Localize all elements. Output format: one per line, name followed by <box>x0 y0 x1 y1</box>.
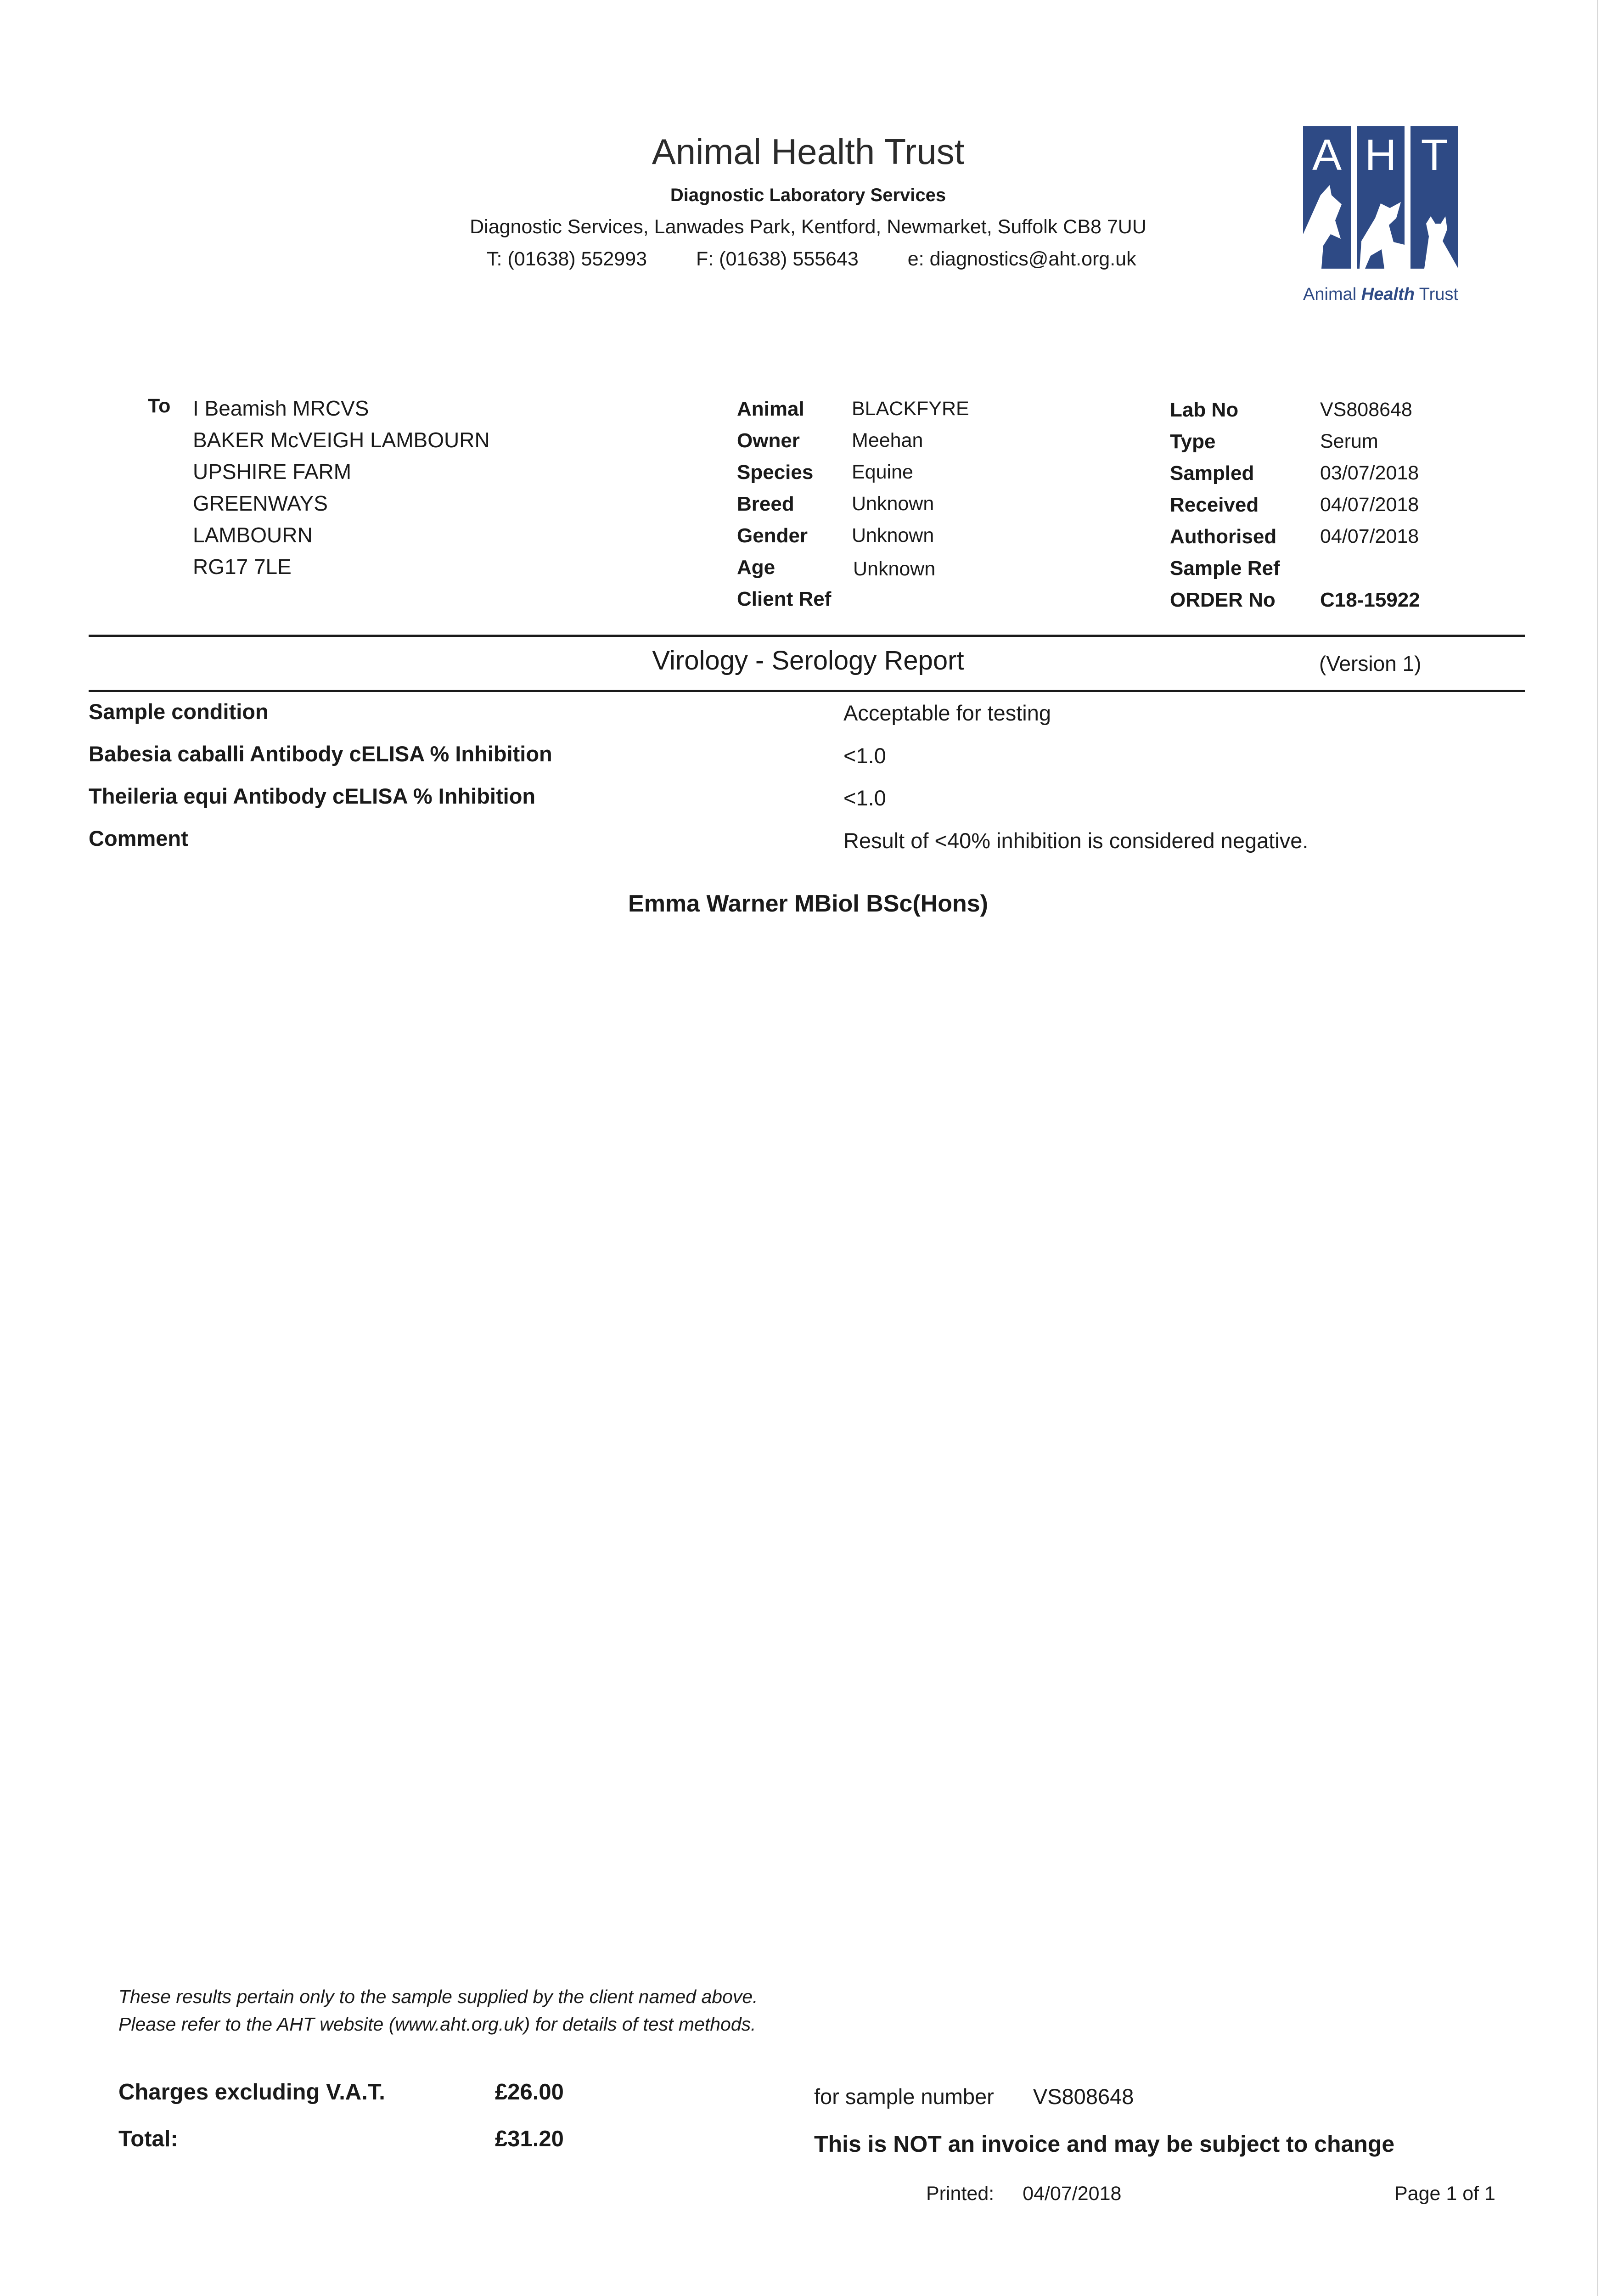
gender-value: Unknown <box>852 524 934 546</box>
received-value: 04/07/2018 <box>1320 494 1419 516</box>
cat-icon <box>1410 126 1458 269</box>
age-label: Age <box>737 556 775 579</box>
logo-caption <box>1303 285 1458 304</box>
client-ref-label: Client Ref <box>737 588 832 610</box>
to-label: To <box>148 395 171 417</box>
page-edge-line <box>1597 0 1598 2296</box>
sample-number-note <box>814 2084 1134 2109</box>
horse-icon <box>1303 126 1351 269</box>
animal-label: Animal <box>737 398 804 420</box>
age-value: Unknown <box>853 558 936 580</box>
owner-value: Meehan <box>852 429 923 451</box>
breed-label: Breed <box>737 493 794 515</box>
logo-caption-health: Health <box>1361 285 1415 304</box>
result-value: <1.0 <box>843 743 886 768</box>
sampled-value: 03/07/2018 <box>1320 462 1419 484</box>
sample-ref-label: Sample Ref <box>1170 557 1280 580</box>
dog-icon <box>1357 126 1405 269</box>
org-department: Diagnostic Laboratory Services <box>670 185 946 205</box>
breed-value: Unknown <box>852 493 934 515</box>
authorised-value: 04/07/2018 <box>1320 525 1419 547</box>
signatory: Emma Warner MBiol BSc(Hons) <box>628 890 988 917</box>
comment-label: Comment <box>89 826 188 850</box>
invoice-notice: This is NOT an invoice and may be subject to change <box>814 2131 1395 2157</box>
logo-letter-a: A <box>1312 130 1342 180</box>
received-label: Received <box>1170 494 1259 516</box>
comment-value: Result of <40% inhibition is considered negative. <box>843 828 1309 853</box>
result-label: Theileria equi Antibody cELISA % Inhibition <box>89 784 536 808</box>
result-label: Babesia caballi Antibody cELISA % Inhibition <box>89 742 552 766</box>
animal-value: BLACKFYRE <box>852 398 969 420</box>
gender-label: Gender <box>737 524 808 547</box>
aht-logo <box>1303 126 1458 269</box>
logo-letter-h: H <box>1365 130 1397 180</box>
logo-caption-animal: Animal <box>1303 285 1357 304</box>
logo-caption-trust: Trust <box>1419 285 1458 304</box>
type-value: Serum <box>1320 430 1378 452</box>
disclaimer-line: Please refer to the AHT website (www.aht.org.uk) for details of test methods. <box>118 2014 756 2035</box>
charges-excl-vat-amount: £26.00 <box>495 2080 564 2105</box>
order-no-label: ORDER No <box>1170 589 1276 611</box>
total-label: Total: <box>118 2127 178 2151</box>
page-number: Page 1 of 1 <box>1394 2183 1495 2205</box>
recipient-name: I Beamish MRCVS <box>193 396 369 420</box>
printed-date: 04/07/2018 <box>1023 2183 1122 2205</box>
org-address: Diagnostic Services, Lanwades Park, Kentford, Newmarket, Suffolk CB8 7UU <box>470 216 1146 238</box>
printed-label: Printed: <box>926 2183 995 2205</box>
sample-number-value: VS808648 <box>1033 2084 1134 2109</box>
type-label: Type <box>1170 430 1216 453</box>
authorised-label: Authorised <box>1170 525 1277 548</box>
org-telephone: T: (01638) 552993 <box>487 248 647 270</box>
printed-info <box>926 2183 1121 2205</box>
report-title: Virology - Serology Report <box>652 646 964 675</box>
sample-number-label: for sample number <box>814 2084 994 2109</box>
charges-excl-vat-label: Charges excluding V.A.T. <box>118 2080 385 2105</box>
disclaimer-line: These results pertain only to the sample supplied by the client named above. <box>118 1986 758 2007</box>
org-name: Animal Health Trust <box>652 131 965 172</box>
lab-no-value: VS808648 <box>1320 399 1412 421</box>
logo-tile-h <box>1357 126 1405 269</box>
total-amount: £31.20 <box>495 2127 564 2151</box>
lab-no-label: Lab No <box>1170 399 1239 421</box>
result-label: Sample condition <box>89 699 269 724</box>
org-email: e: diagnostics@aht.org.uk <box>907 248 1136 270</box>
result-value: <1.0 <box>843 786 886 810</box>
report-top-rule <box>89 635 1525 637</box>
recipient-postcode: RG17 7LE <box>193 555 292 579</box>
logo-tile-t <box>1410 126 1458 269</box>
logo-tile-a <box>1303 126 1351 269</box>
recipient-address-line: UPSHIRE FARM <box>193 460 352 484</box>
org-fax: F: (01638) 555643 <box>696 248 859 270</box>
recipient-address-line: LAMBOURN <box>193 523 313 547</box>
recipient-address-line: GREENWAYS <box>193 491 328 515</box>
report-version: (Version 1) <box>1319 652 1422 675</box>
report-bottom-rule <box>89 690 1525 692</box>
org-contact <box>487 248 1180 270</box>
species-label: Species <box>737 461 814 484</box>
result-value: Acceptable for testing <box>843 701 1051 725</box>
sampled-label: Sampled <box>1170 462 1254 484</box>
recipient-address-line: BAKER McVEIGH LAMBOURN <box>193 428 490 452</box>
species-value: Equine <box>852 461 913 483</box>
order-no-value: C18-15922 <box>1320 589 1420 611</box>
logo-letter-t: T <box>1421 130 1448 180</box>
owner-label: Owner <box>737 429 800 452</box>
